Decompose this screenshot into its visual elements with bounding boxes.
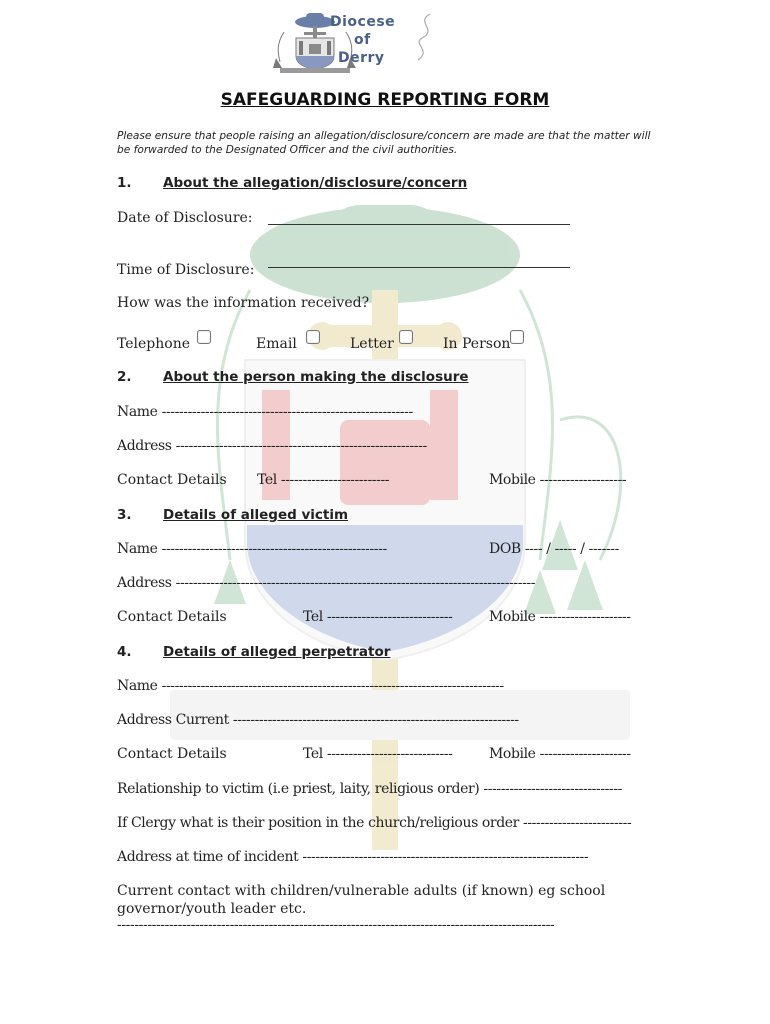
incident-address-field[interactable]: Address at time of incident ------------------------------------------------------------------ (117, 849, 589, 865)
perpetrator-mobile-field[interactable]: Mobile --------------------- (489, 746, 631, 762)
perpetrator-contact-label: Contact Details (117, 746, 227, 762)
victim-name-field[interactable]: Name ---------------------------------------------------- (117, 541, 387, 557)
section-4-number: 4. (117, 644, 132, 660)
relationship-field[interactable]: Relationship to victim (i.e priest, laity, religious order) -------------------------------- (117, 781, 622, 797)
diocese-logo (270, 8, 450, 74)
telephone-checkbox[interactable] (197, 330, 211, 344)
discloser-contact-label: Contact Details (117, 472, 227, 488)
option-telephone-label: Telephone (117, 336, 191, 352)
victim-dob-field[interactable]: DOB ---- / ----- / ------- (489, 541, 619, 557)
discloser-name-field[interactable]: Name ---------------------------------------------------------- (117, 404, 413, 420)
section-2-number: 2. (117, 369, 132, 385)
option-in-person-label: In Person (443, 336, 511, 352)
in-person-checkbox[interactable] (510, 330, 524, 344)
logo-line-derry: Derry (338, 50, 385, 66)
section-2-title: About the person making the disclosure (163, 369, 469, 385)
perpetrator-address-field[interactable]: Address Current ------------------------------------------------------------------ (117, 712, 519, 728)
perpetrator-name-field[interactable]: Name ------------------------------------------------------------------------------- (117, 678, 504, 694)
discloser-address-field[interactable]: Address ---------------------------------------------------------- (117, 438, 427, 454)
section-1-number: 1. (117, 175, 132, 191)
how-received-label: How was the information received? (117, 295, 370, 311)
perpetrator-tel-field[interactable]: Tel ----------------------------- (303, 746, 453, 762)
discloser-mobile-field[interactable]: Mobile -------------------- (489, 472, 627, 488)
victim-mobile-field[interactable]: Mobile --------------------- (489, 609, 631, 625)
section-3-title: Details of alleged victim (163, 507, 349, 523)
logo-line-of: of (354, 32, 371, 48)
option-letter-label: Letter (350, 336, 394, 352)
victim-tel-field[interactable]: Tel ----------------------------- (303, 609, 453, 625)
clergy-position-field[interactable]: If Clergy what is their position in the church/religious order ------------------------- (117, 815, 632, 831)
logo-line-diocese: Diocese (330, 14, 396, 30)
current-contact-label-2: governor/youth leader etc. (117, 901, 307, 917)
current-contact-field[interactable]: ----------------------------------------------------------------------------------------------------- (117, 917, 555, 933)
section-1-title: About the allegation/disclosure/concern (163, 175, 468, 191)
section-3-number: 3. (117, 507, 132, 523)
email-checkbox[interactable] (306, 330, 320, 344)
date-of-disclosure-field[interactable] (268, 224, 570, 225)
section-4-title: Details of alleged perpetrator (163, 644, 391, 660)
date-of-disclosure-label: Date of Disclosure: (117, 210, 253, 226)
intro-text: Please ensure that people raising an allegation/disclosure/concern are made are that the matter will be forwarded to the Designated Officer and the civil authorities. (117, 130, 651, 156)
current-contact-label-1: Current contact with children/vulnerable adults (if known) eg school (117, 883, 606, 899)
victim-address-field[interactable]: Address ----------------------------------------------------------------------------------- (117, 575, 536, 591)
time-of-disclosure-field[interactable] (268, 267, 570, 268)
letter-checkbox[interactable] (399, 330, 413, 344)
time-of-disclosure-label: Time of Disclosure: (117, 262, 255, 278)
discloser-tel-field[interactable]: Tel ------------------------- (257, 472, 390, 488)
form-title: SAFEGUARDING REPORTING FORM (220, 90, 550, 110)
victim-contact-label: Contact Details (117, 609, 227, 625)
swirl-icon (410, 12, 440, 62)
option-email-label: Email (256, 336, 297, 352)
